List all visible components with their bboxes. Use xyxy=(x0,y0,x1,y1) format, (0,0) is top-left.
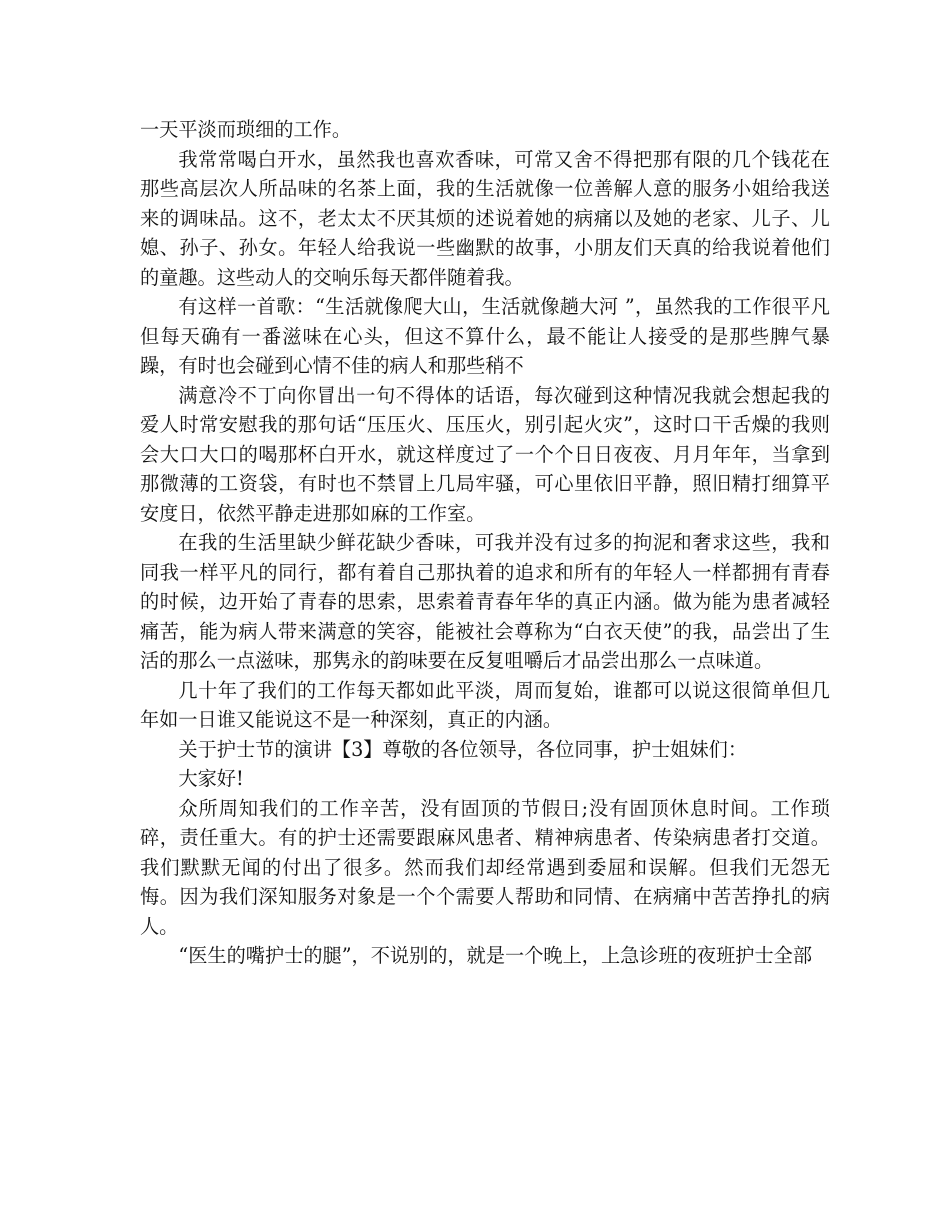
paragraph-7: 关于护士节的演讲【3】尊敬的各位领导，各位同事，护士姐妹们： xyxy=(178,737,748,761)
paragraph-6: 几十年了我们的工作每天都如此平淡，周而复始，谁都可以说这很简单但几年如一日谁又能说这不是一种深刻，真正的内涵。 xyxy=(140,678,830,731)
paragraph-9: 众所周知我们的工作辛苦，没有固顶的节假日;没有固顶休息时间。工作琐碎，责任重大。有的护士还需要跟麻风患者、精神病患者、传染病患者打交道。我们默默无闻的付出了很多。然而我们却经常遇到委屈和误解。但我们无怨无悔。因为我们深知服务对象是一个个需要人帮助和同情、在病痛中苦苦挣扎的病人。 xyxy=(140,796,830,938)
document-page xyxy=(140,115,830,971)
paragraph-8: 大家好! xyxy=(178,767,244,790)
paragraph-10: “医生的嘴护士的腿”，不说别的，就是一个晚上，上急诊班的夜班护士全部 xyxy=(178,944,813,967)
paragraph-1: 一天平淡而琐细的工作。 xyxy=(140,118,352,141)
paragraph-5: 在我的生活里缺少鲜花缺少香味，可我并没有过多的拘泥和奢求这些，我和同我一样平凡的同行，都有着自己那执着的追求和所有的年轻人一样都拥有青春的时候，边开始了青春的思索，思索着青春年华的真正内涵。做为能为患者减轻痛苦，能为病人带来满意的笑容，能被社会尊称为“白衣天使”的我，品尝出了生活的那么一点滋味，那隽永的韵味要在反复咀嚼后才品尝出那么一点味道。 xyxy=(140,531,830,672)
paragraph-2: 我常常喝白开水，虽然我也喜欢香味，可常又舍不得把那有限的几个钱花在那些高层次人所品味的名茶上面，我的生活就像一位善解人意的服务小姐给我送来的调味品。这不，老太太不厌其烦的述说着她的病痛以及她的老家、儿子、儿媳、孙子、孙女。年轻人给我说一些幽默的故事，小朋友们天真的给我说着他们的童趣。这些动人的交响乐每天都伴随着我。 xyxy=(140,147,830,289)
paragraph-4: 满意冷不丁向你冒出一句不得体的话语，每次碰到这种情况我就会想起我的爱人时常安慰我的那句话“压压火、压压火，别引起火灾”，这时口干舌燥的我则会大口大口的喝那杯白开水，就这样度过了一个个日日夜夜、月月年年，当拿到那微薄的工资袋，有时也不禁冒上几局牢骚，可心里依旧平静，照旧精打细算平安度日，依然平静走进那如麻的工作室。 xyxy=(140,383,830,525)
paragraph-3: 有这样一首歌：“生活就像爬大山，生活就像趟大河 ”，虽然我的工作很平凡但每天确有一番滋味在心头，但这不算什么，最不能让人接受的是那些脾气暴躁，有时也会碰到心情不佳的病人和那些稍不 xyxy=(140,295,830,377)
